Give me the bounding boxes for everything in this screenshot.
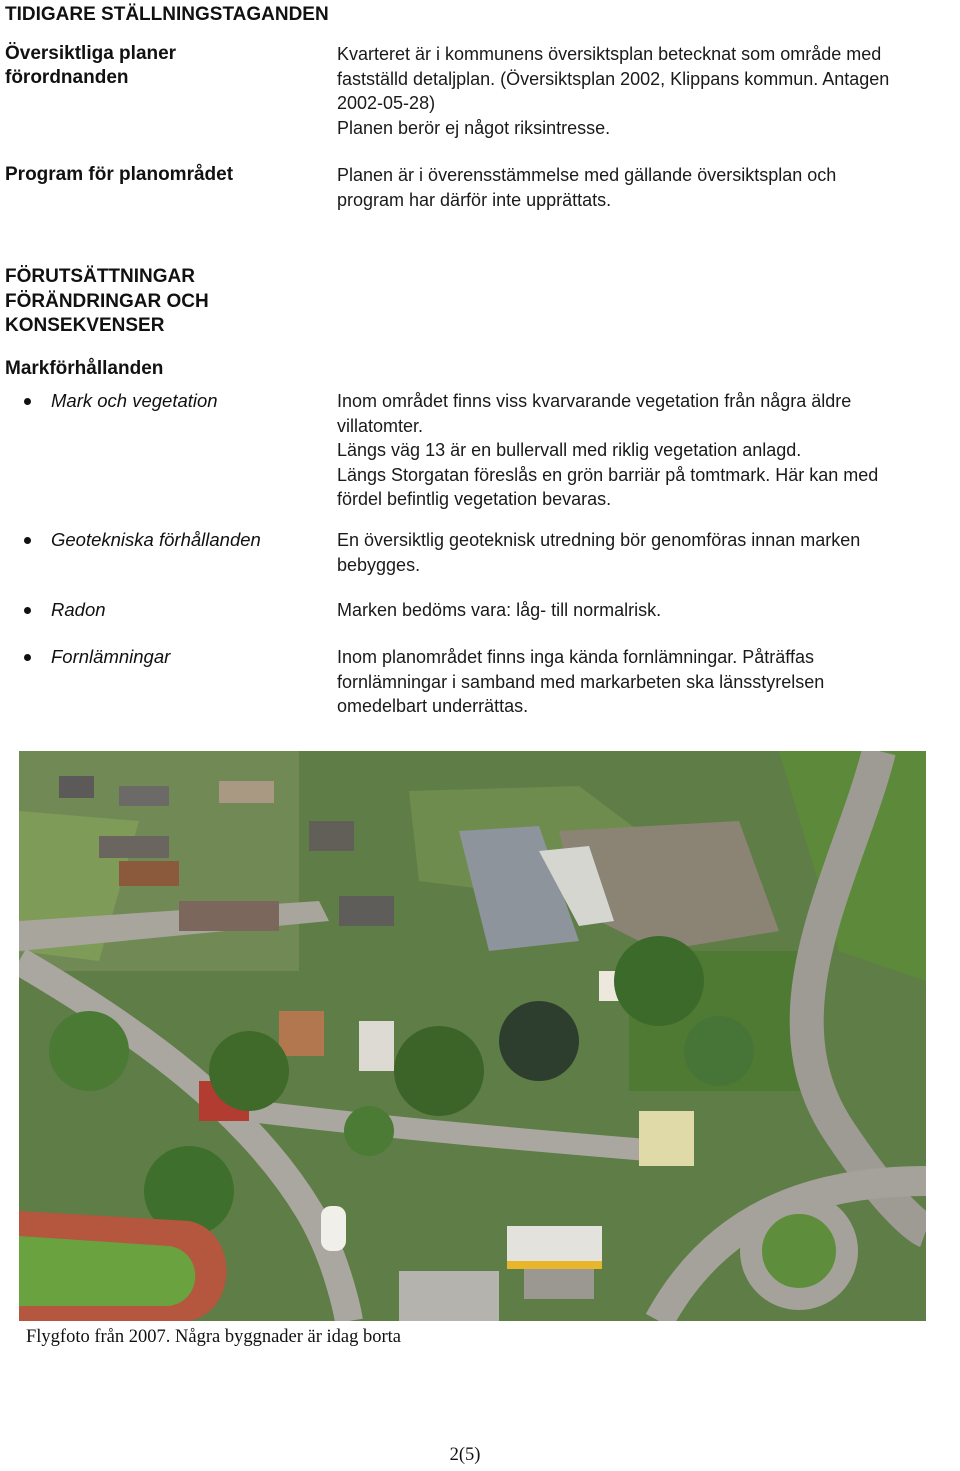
bullet-geotekniska (26, 528, 261, 552)
section-heading-line: FÖRÄNDRINGAR OCH (5, 290, 209, 312)
bullet-label: Radon (51, 599, 106, 620)
text-line: program har därför inte upprättats. (337, 189, 612, 210)
subheading-markforhallanden: Markförhållanden (5, 358, 164, 379)
text-geotekniska (337, 528, 955, 577)
aerial-photo (19, 751, 926, 1321)
text-line: villatomter. (337, 415, 424, 436)
bullet-label: Geotekniska förhållanden (51, 529, 261, 550)
text-fornlamningar (337, 645, 955, 719)
label-oversiktliga-planer (5, 42, 176, 90)
section-heading (5, 265, 209, 339)
page-number: 2(5) (449, 1445, 481, 1465)
label-line: förordnanden (5, 67, 129, 88)
text-radon (337, 598, 955, 623)
text-line: bebygges. (337, 554, 421, 575)
label-line: Översiktliga planer (5, 43, 177, 64)
text-line: Inom planområdet finns inga kända fornlämningar. Påträffas (337, 647, 814, 667)
section-heading-line: FÖRUTSÄTTNINGAR (5, 266, 195, 287)
bullet-fornlamningar (26, 645, 170, 669)
text-line: Inom området finns viss kvarvarande vegetation från några äldre (337, 391, 852, 411)
text-oversiktliga-planer (337, 42, 955, 140)
text-line: Planen berör ej något riksintresse. (337, 117, 611, 138)
bullet-radon (26, 598, 106, 622)
bullet-label: Fornlämningar (51, 646, 171, 667)
bullet-mark-och-vegetation (26, 389, 218, 413)
text-line: omedelbart underrättas. (337, 696, 529, 716)
text-mark-och-vegetation (337, 389, 955, 512)
text-line: Planen är i överensstämmelse med gällande översiktsplan och (337, 165, 837, 185)
section-heading-line: KONSEKVENSER (5, 315, 165, 336)
text-line: fördel befintlig vegetation bevaras. (337, 489, 612, 509)
text-line: 2002-05-28) (337, 93, 436, 113)
bullet-label: Mark och vegetation (51, 390, 218, 411)
text-program (337, 163, 955, 212)
text-line: En översiktlig geoteknisk utredning bör genomföras innan marken (337, 530, 861, 550)
text-line: fornlämningar i samband med markarbeten ska länsstyrelsen (337, 671, 825, 692)
text-line: Längs Storgatan föreslås en grön barriär på tomtmark. Här kan med (337, 464, 879, 485)
page-heading: TIDIGARE STÄLLNINGSTAGANDEN (5, 4, 329, 25)
aerial-photo-illustration (19, 751, 926, 1321)
text-line: Kvarteret är i kommunens översiktsplan betecknat som område med (337, 44, 882, 64)
label-program: Program för planområdet (5, 164, 234, 185)
text-line: Längs väg 13 är en bullervall med riklig vegetation anlagd. (337, 440, 802, 460)
text-line: Marken bedöms vara: låg- till normalrisk. (337, 600, 662, 620)
text-line: fastställd detaljplan. (Översiktsplan 2002, Klippans kommun. Antagen (337, 68, 890, 89)
photo-caption: Flygfoto från 2007. Några byggnader är idag borta (26, 1327, 402, 1347)
